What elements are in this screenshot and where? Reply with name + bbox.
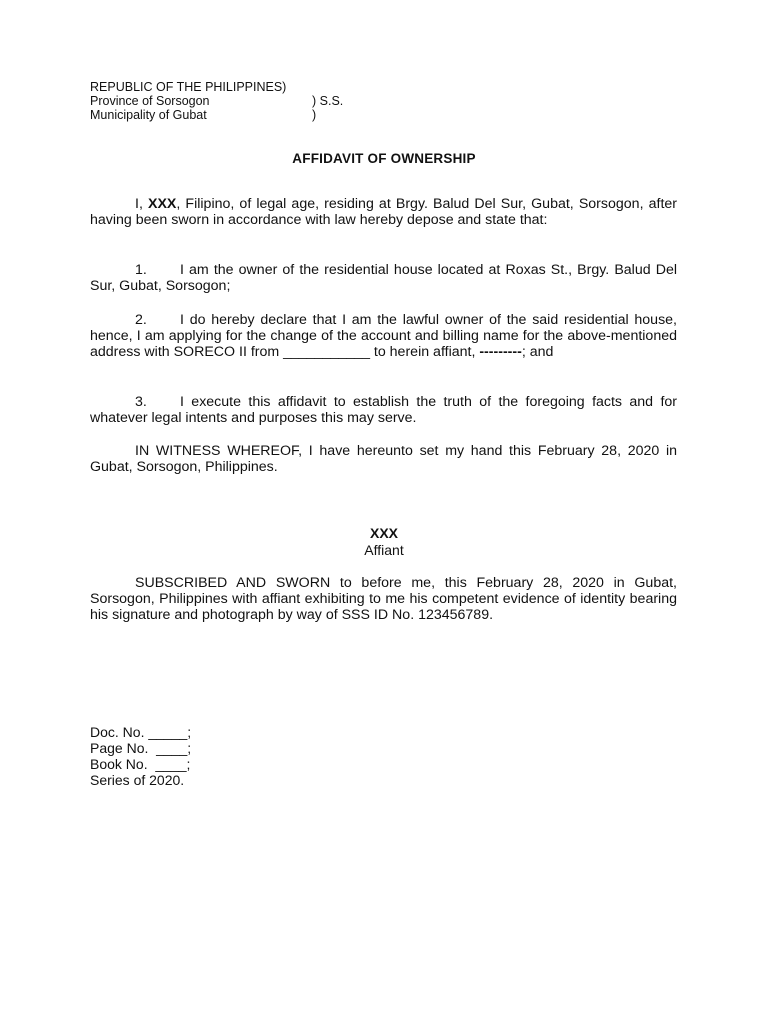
- page-number: Page No. ____;: [90, 740, 192, 756]
- item-3-text: I execute this affidavit to establish the truth of the foregoing facts and for whatever legal intents and purposes this may serve.: [90, 394, 677, 426]
- item-2-number: 2.: [135, 312, 147, 328]
- item-2-end: ; and: [521, 344, 554, 360]
- item-2: [90, 312, 677, 360]
- item-3-number: 3.: [135, 394, 147, 410]
- venue-municipality: Municipality of Gubat: [90, 108, 207, 122]
- notarial-register: [90, 724, 191, 788]
- item-1-number: 1.: [135, 262, 147, 278]
- venue-paren: ): [312, 108, 317, 122]
- document-title: AFFIDAVIT OF OWNERSHIP: [292, 151, 476, 166]
- book-number: Book No. ____;: [90, 756, 191, 772]
- intro-prefix: I,: [135, 196, 148, 212]
- item-1: [90, 262, 677, 294]
- venue-block: [90, 80, 344, 122]
- jurat-paragraph: [90, 575, 677, 623]
- witness-text: IN WITNESS WHEREOF, I have hereunto set my hand this February 28, 2020 in Gubat, Sorsogon, Philippines.: [90, 443, 677, 475]
- venue-ss: ) S.S.: [312, 94, 344, 108]
- doc-number: Doc. No. _____;: [90, 724, 192, 740]
- item-2-text: I do hereby declare that I am the lawful owner of the said residential house, hence, I am applying for the change of the account and billing name for the above-mentioned address with SORECO II from ___________ to herein affiant,: [90, 312, 677, 360]
- venue-province: Province of Sorsogon: [90, 94, 210, 108]
- affiant-label: Affiant: [364, 542, 404, 558]
- item-2-blank: ---------: [479, 344, 522, 360]
- witness-paragraph: [90, 443, 677, 475]
- venue-republic: REPUBLIC OF THE PHILIPPINES): [90, 80, 287, 94]
- intro-paragraph: [90, 196, 677, 228]
- series-year: Series of 2020.: [90, 772, 185, 788]
- intro-text: , Filipino, of legal age, residing at Brgy. Balud Del Sur, Gubat, Sorsogon, after having been sworn in accordance with law hereby depose and state that:: [90, 196, 677, 228]
- affiant-signature-name: XXX: [369, 525, 398, 541]
- jurat-text: SUBSCRIBED AND SWORN to before me, this February 28, 2020 in Gubat, Sorsogon, Philippines with affiant exhibiting to me his competent evidence of identity bearing his signature and photograph by way of SSS ID No. 123456789.: [90, 575, 677, 623]
- affiant-name-inline: XXX: [148, 196, 177, 212]
- item-1-text: I am the owner of the residential house located at Roxas St., Brgy. Balud Del Sur, Gubat, Sorsogon;: [90, 262, 677, 294]
- item-3: [90, 394, 677, 426]
